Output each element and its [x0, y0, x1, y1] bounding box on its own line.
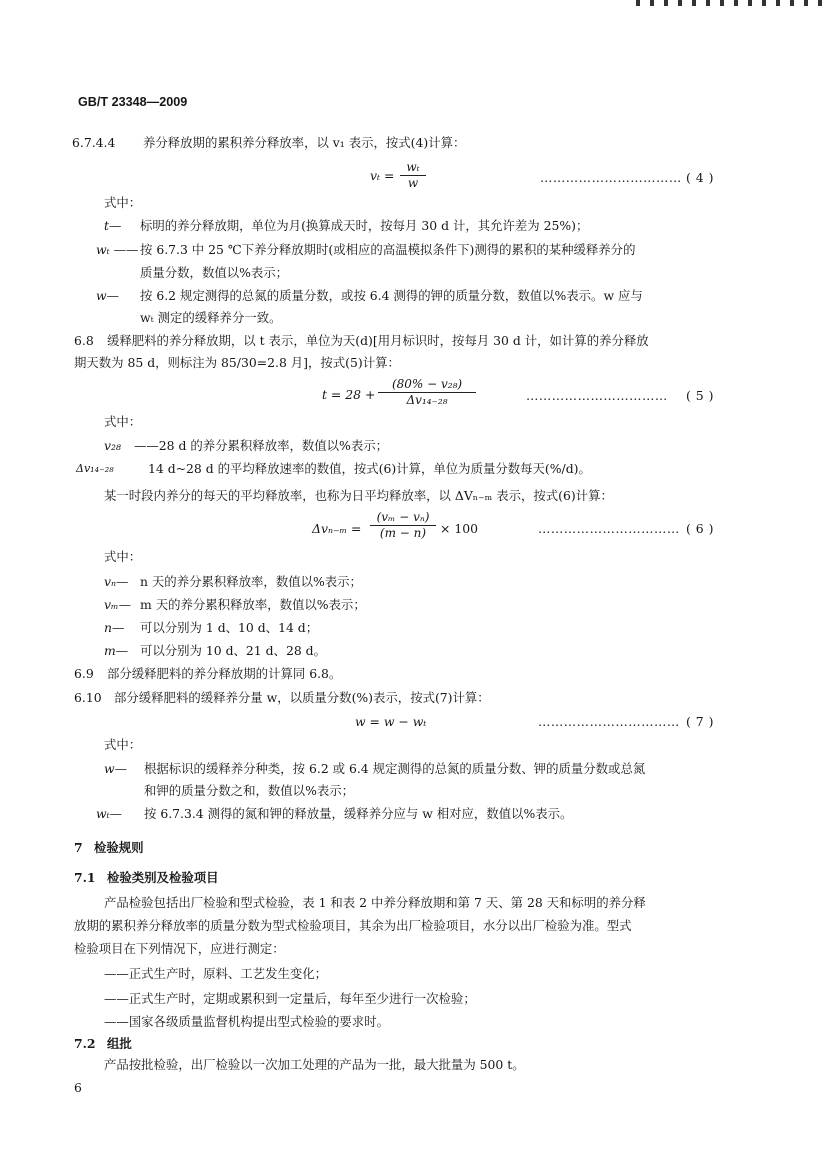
eq4-dot-leader: …………………………… — [540, 170, 682, 185]
clause-number-610: 6.10 — [74, 690, 102, 705]
def-text: ——28 d 的养分累积释放率，数值以%表示； — [134, 438, 388, 453]
eq7-dot-leader: …………………………… — [538, 714, 680, 729]
eq5-lhs: t = 28 + — [322, 387, 376, 402]
def-symbol: vₙ— — [104, 574, 129, 589]
eq6-numerator: (vₘ − vₙ) — [376, 510, 430, 524]
def-text: 按 6.7.3.4 测得的氮和钾的释放量，缓释养分应与 w 相对应，数值以%表示。 — [144, 806, 573, 821]
eq5-denominator: Δv₁₄₋₂₈ — [406, 393, 448, 407]
eq6-label: ( 6 ) — [686, 521, 714, 536]
eq6-dot-leader: …………………………… — [538, 521, 680, 536]
def-symbol: Δv₁₄₋₂₈ — [76, 462, 114, 475]
standard-code-header: GB/T 23348—2009 — [78, 95, 188, 109]
clause-69-text: 部分缓释肥料的养分释放期的计算同 6.8。 — [107, 666, 342, 681]
where-label-eq6: 式中： — [104, 549, 142, 564]
where-label-eq7: 式中： — [104, 737, 142, 752]
section-72-text: 产品按批检验，出厂检验以一次加工处理的产品为一批，最大批量为 500 t。 — [104, 1057, 525, 1072]
section-71-line: 放期的累积养分释放率的质量分数为型式检验项目，其余为出厂检验项目，水分以出厂检验为准。型式 — [74, 918, 632, 933]
def-symbol: vₘ— — [104, 597, 131, 612]
section-number-7: 7 — [74, 840, 83, 855]
def-text: m 天的养分累积释放率，数值以%表示； — [140, 597, 366, 612]
eq4-fraction — [400, 160, 426, 191]
where-label-eq5: 式中： — [104, 414, 142, 429]
def-text: 根据标识的缓释养分种类，按 6.2 或 6.4 规定测得的总氮的质量分数、钾的质量分数或总氮 — [144, 761, 646, 776]
eq7: w = w − wₜ — [355, 714, 427, 729]
eq6-fraction — [370, 510, 436, 541]
def-symbol: wₜ— — [96, 806, 123, 821]
def-symbol: wₜ —— — [96, 242, 139, 257]
clause-number-69: 6.9 — [74, 666, 94, 681]
eq6-lhs: Δvₙ₋ₘ = — [312, 521, 362, 536]
eq4-denominator: w — [407, 176, 419, 190]
eq6-denominator: (m − n) — [379, 526, 427, 540]
section-number-71: 7.1 — [74, 870, 96, 885]
page-number: 6 — [74, 1080, 82, 1095]
clause-number-68: 6.8 — [74, 333, 94, 348]
eq4-numerator: wₜ — [406, 160, 420, 174]
list-item: ——国家各级质量监督机构提出型式检验的要求时。 — [104, 1014, 389, 1029]
def-symbol: v₂₈ — [104, 438, 121, 453]
section-7-title: 检验规则 — [94, 840, 144, 855]
list-item: ——正式生产时，原料、工艺发生变化； — [104, 966, 328, 981]
def-text: 14 d~28 d 的平均释放速率的数值，按式(6)计算，单位为质量分数每天(%/d)。 — [148, 461, 591, 476]
def-symbol: t— — [104, 218, 122, 233]
def-symbol: w— — [104, 761, 127, 776]
eq5-dot-leader: …………………………… — [526, 388, 668, 403]
eq6-rhs: × 100 — [440, 521, 478, 536]
def-text: 质量分数，数值以%表示； — [140, 265, 289, 280]
scan-edge-marks — [636, 0, 827, 10]
def-symbol: n— — [104, 620, 125, 635]
eq4-label: ( 4 ) — [686, 170, 714, 185]
clause-610-text: 部分缓释肥料的缓释养分量 w，以质量分数(%)表示，按式(7)计算： — [114, 690, 490, 705]
list-item: ——正式生产时，定期或累积到一定量后，每年至少进行一次检验； — [104, 991, 476, 1006]
where-label-eq4: 式中： — [104, 195, 142, 210]
section-71-line: 检验项目在下列情况下，应进行测定： — [74, 941, 285, 956]
clause-68-line2: 期天数为 85 d，则标注为 85/30=2.8 月]，按式(5)计算： — [74, 355, 400, 370]
eq5-fraction — [378, 377, 476, 408]
clause-number-6744: 6.7.4.4 — [72, 135, 116, 150]
eq5-label: ( 5 ) — [686, 388, 714, 403]
def-text: 可以分别为 1 d、10 d、14 d； — [140, 620, 319, 635]
def-text: 按 6.7.3 中 25 ℃下养分释放期时(或相应的高温模拟条件下)测得的累积的某种缓释养分的 — [140, 242, 636, 257]
clause-68-paragraph: 某一时段内养分的每天的平均释放率，也称为日平均释放率，以 ΔVₙ₋ₘ 表示，按式(6)计算： — [104, 488, 613, 503]
section-number-72: 7.2 — [74, 1036, 96, 1051]
def-text: 标明的养分释放期，单位为月(换算成天时，按每月 30 d 计，其允许差为 25%)； — [140, 218, 589, 233]
def-symbol: m— — [104, 643, 129, 658]
eq4-lhs: vₜ = — [370, 168, 395, 183]
def-text: wₜ 测定的缓释养分一致。 — [140, 310, 282, 325]
def-text: n 天的养分累积释放率，数值以%表示； — [140, 574, 362, 589]
def-text: 可以分别为 10 d、21 d、28 d。 — [140, 643, 326, 658]
def-text: 和钾的质量分数之和，数值以%表示； — [144, 783, 355, 798]
clause-68-line1: 缓释肥料的养分释放期，以 t 表示，单位为天(d)[用月标识时，按每月 30 d 计，如计算的养分释放 — [107, 333, 649, 348]
section-71-line: 产品检验包括出厂检验和型式检验，表 1 和表 2 中养分释放期和第 7 天、第 28 天和标明的养分释 — [104, 895, 646, 910]
section-71-title: 检验类别及检验项目 — [107, 870, 219, 885]
section-72-title: 组批 — [107, 1036, 132, 1051]
def-symbol: w— — [96, 288, 119, 303]
eq7-label: ( 7 ) — [686, 714, 714, 729]
def-text: 按 6.2 规定测得的总氮的质量分数，或按 6.4 测得的钾的质量分数，数值以%表示。w 应与 — [140, 288, 643, 303]
eq5-numerator: (80% − v₂₈) — [391, 377, 463, 391]
clause-6744-text: 养分释放期的累积养分释放率，以 v₁ 表示，按式(4)计算： — [143, 135, 466, 150]
